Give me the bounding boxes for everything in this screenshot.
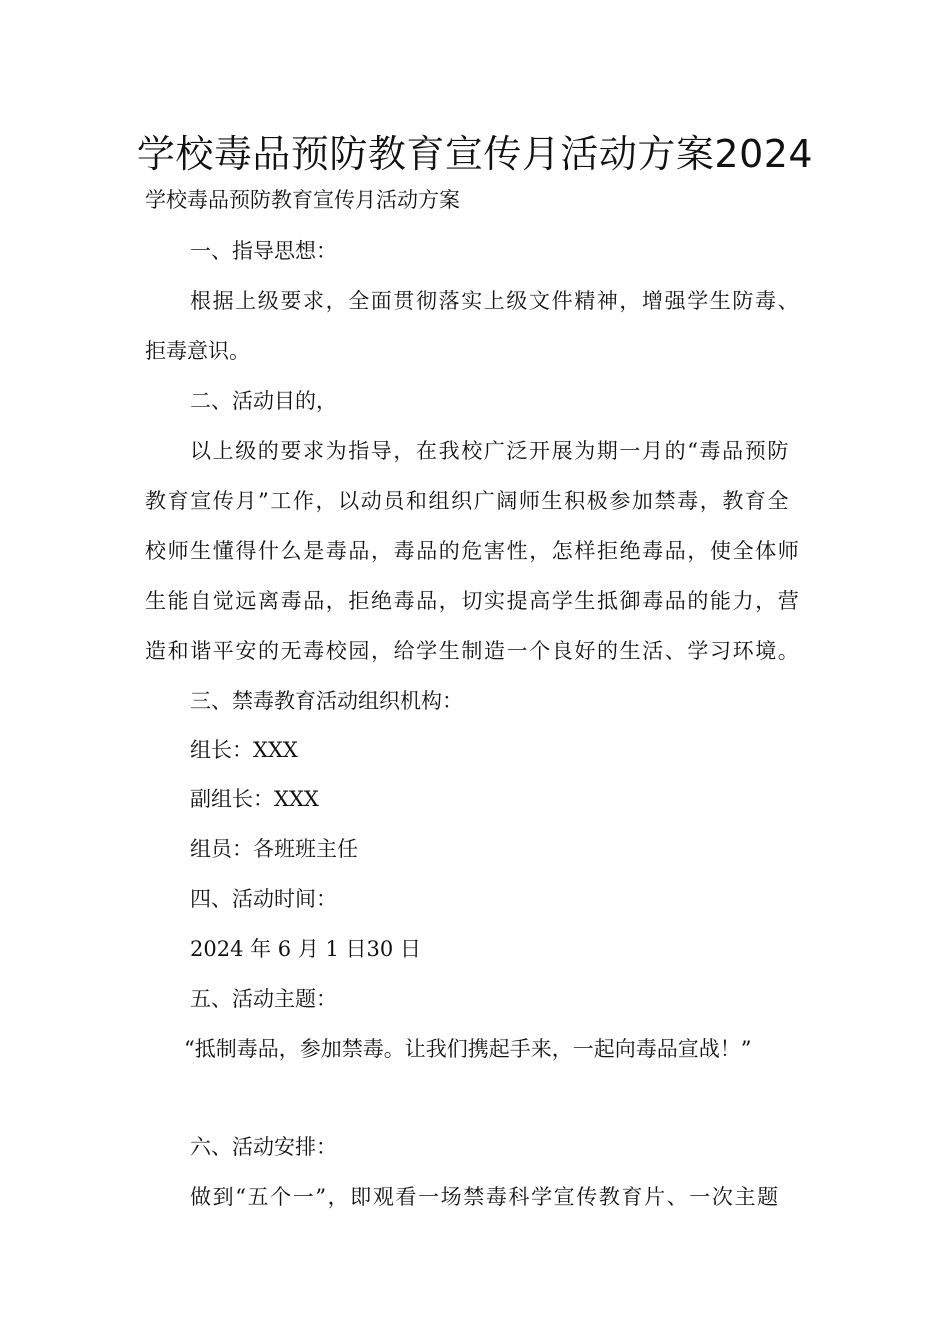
paragraph-line: 做到“五个一”，即观看一场禁毒科学宣传教育片、一次主题: [190, 1185, 780, 1209]
section-heading-theme: 五、活动主题：: [190, 987, 337, 1011]
activity-theme-quote: “抵制毒品，参加禁毒。让我们携起手来，一起向毒品宣战！”: [184, 1037, 752, 1061]
section-heading-purpose: 二、活动目的，: [190, 389, 337, 413]
document-subtitle: 学校毒品预防教育宣传月活动方案: [145, 188, 460, 212]
section-heading-arrangement: 六、活动安排：: [190, 1135, 337, 1159]
paragraph-line: 造和谐平安的无毒校园，给学生制造一个良好的生活、学习环境。: [145, 639, 801, 663]
paragraph-line: 校师生懂得什么是毒品，毒品的危害性，怎样拒绝毒品，使全体师: [145, 539, 801, 563]
section-heading-organization: 三、禁毒教育活动组织机构：: [190, 689, 463, 713]
paragraph-line: 拒毒意识。: [145, 339, 250, 363]
paragraph-line: 教育宣传月”工作，以动员和组织广阔师生积极参加禁毒，教育全: [145, 489, 791, 513]
document-title: 学校毒品预防教育宣传月活动方案2024: [136, 132, 814, 176]
activity-date: 2024 年 6 月 1 日30 日: [190, 937, 421, 961]
paragraph-line: 以上级的要求为指导，在我校广泛开展为期一月的“毒品预防: [190, 439, 790, 463]
paragraph-line: 根据上级要求，全面贯彻落实上级文件精神，增强学生防毒、: [190, 289, 801, 313]
section-heading-time: 四、活动时间：: [190, 887, 337, 911]
organization-leader: 组长：XXX: [190, 738, 298, 762]
paragraph-line: 生能自觉远离毒品，拒绝毒品，切实提高学生抵御毒品的能力，营: [145, 589, 801, 613]
section-heading-guiding: 一、指导思想：: [190, 239, 337, 263]
organization-deputy-leader: 副组长：XXX: [190, 787, 319, 811]
organization-members: 组员：各班班主任: [190, 837, 358, 861]
